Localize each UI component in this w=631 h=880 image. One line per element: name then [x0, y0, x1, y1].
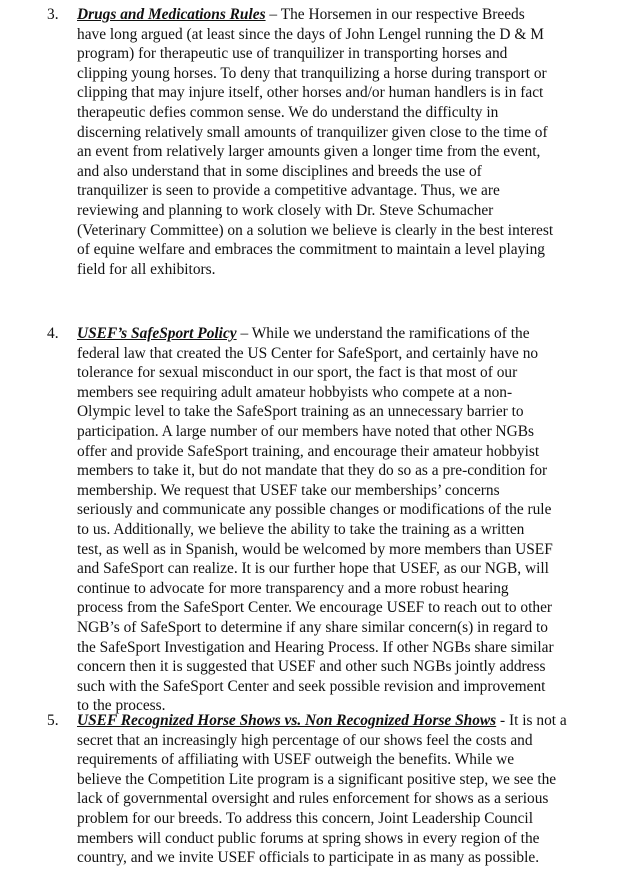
text-line: to the process.	[77, 697, 166, 715]
text-line: the SafeSport Investigation and Hearing Process. If other NGBs share similar	[77, 638, 554, 656]
text-line: participation. A large number of our members have noted that other NGBs	[77, 422, 535, 440]
text-line: offer and provide SafeSport training, and encourage their amateur hobbyist	[77, 442, 540, 460]
text-line: requirements of affiliating with USEF outweigh the benefits. While we	[77, 751, 515, 769]
text-line: secret that an increasingly high percentage of our shows feel the costs and	[77, 731, 533, 749]
text-line: believe the Competition Lite program is a significant positive step, we see the	[77, 770, 557, 788]
text-line: of equine welfare and embraces the commitment to maintain a level playing	[77, 241, 545, 259]
text-line: – The Horsemen in our respective Breeds	[265, 6, 525, 23]
text-line: – While we understand the ramifications of the	[236, 325, 530, 342]
text-line: country, and we invite USEF officials to participate in as many as possible.	[77, 849, 540, 867]
list-item-number: 4.	[47, 325, 59, 342]
text-line: federal law that created the US Center for SafeSport, and certainly have no	[77, 344, 539, 362]
text-line: seriously and communicate any possible changes or modifications of the rule	[77, 501, 552, 519]
list-item-number: 3.	[47, 6, 59, 23]
text-line: problem for our breeds. To address this concern, Joint Leadership Council	[77, 809, 533, 827]
section-heading: USEF’s SafeSport Policy	[77, 325, 237, 342]
list-item-drugs-and-medications-rules	[47, 5, 607, 279]
text-line: test, as well as in Spanish, would be welcomed by more members than USEF	[77, 540, 553, 558]
list-item-first-line	[77, 5, 607, 25]
list-item-first-line	[77, 711, 607, 731]
text-line: tranquilizer is seen to provide a competitive advantage. Thus, we are	[77, 182, 500, 200]
text-line: NGB’s of SafeSport to determine if any share similar concern(s) in regard to	[77, 618, 548, 636]
list-item-body	[77, 5, 607, 279]
text-line: to us. Additionally, we believe the ability to take the training as a written	[77, 520, 525, 538]
text-line: an event from relatively larger amounts given a longer time from the event,	[77, 143, 541, 161]
list-item-body	[77, 324, 607, 716]
text-line: such with the SafeSport Center and seek possible revision and improvement	[77, 677, 546, 695]
list-item-recognized-horse-shows	[47, 711, 607, 868]
text-line: tolerance for sexual misconduct in our sport, the fact is that most of our	[77, 364, 518, 382]
text-line: continue to advocate for more transparency and a more robust hearing	[77, 579, 509, 597]
section-heading: USEF Recognized Horse Shows vs. Non Recognized Horse Shows	[77, 712, 497, 729]
text-line: (Veterinary Committee) on a solution we believe is clearly in the best interest	[77, 221, 554, 239]
section-heading: Drugs and Medications Rules	[77, 6, 266, 23]
text-line: members to take it, but do not mandate that they do so as a pre-condition for	[77, 462, 548, 480]
text-line: and SafeSport can realize. It is our further hope that USEF, as our NGB, will	[77, 560, 549, 578]
text-line: and also understand that in some disciplines and breeds the use of	[77, 162, 482, 180]
list-item-body	[77, 711, 607, 868]
text-line: Olympic level to take the SafeSport training as an unnecessary barrier to	[77, 403, 524, 421]
text-line: members see requiring adult amateur hobbyists who compete at a non-	[77, 383, 513, 401]
text-line: clipping that may injure itself, other horses and/or human handlers is in fact	[77, 84, 544, 102]
list-item-first-line	[77, 324, 607, 344]
text-line: reviewing and planning to work closely with Dr. Steve Schumacher	[77, 201, 494, 219]
text-line: concern then it is suggested that USEF and other such NGBs jointly address	[77, 658, 546, 676]
text-line: process from the SafeSport Center. We encourage USEF to reach out to other	[77, 599, 553, 617]
text-line: clipping young horses. To deny that tranquilizing a horse during transport or	[77, 64, 547, 82]
text-line: field for all exhibitors.	[77, 260, 216, 278]
text-line: program) for therapeutic use of tranquilizer in transporting horses and	[77, 45, 508, 63]
text-line: therapeutic defies common sense. We do understand the difficulty in	[77, 103, 499, 121]
text-line: membership. We request that USEF take our memberships’ concerns	[77, 481, 500, 499]
list-item-number: 5.	[47, 712, 59, 729]
text-line: have long argued (at least since the days of John Lengel running the D & M	[77, 25, 544, 43]
text-line: - It is not a	[496, 712, 567, 729]
list-item-safesport-policy	[47, 324, 607, 716]
text-line: members will conduct public forums at spring shows in every region of the	[77, 829, 540, 847]
text-line: lack of governmental oversight and rules enforcement for shows as a serious	[77, 790, 549, 808]
text-line: discerning relatively small amounts of tranquilizer given close to the time of	[77, 123, 548, 141]
